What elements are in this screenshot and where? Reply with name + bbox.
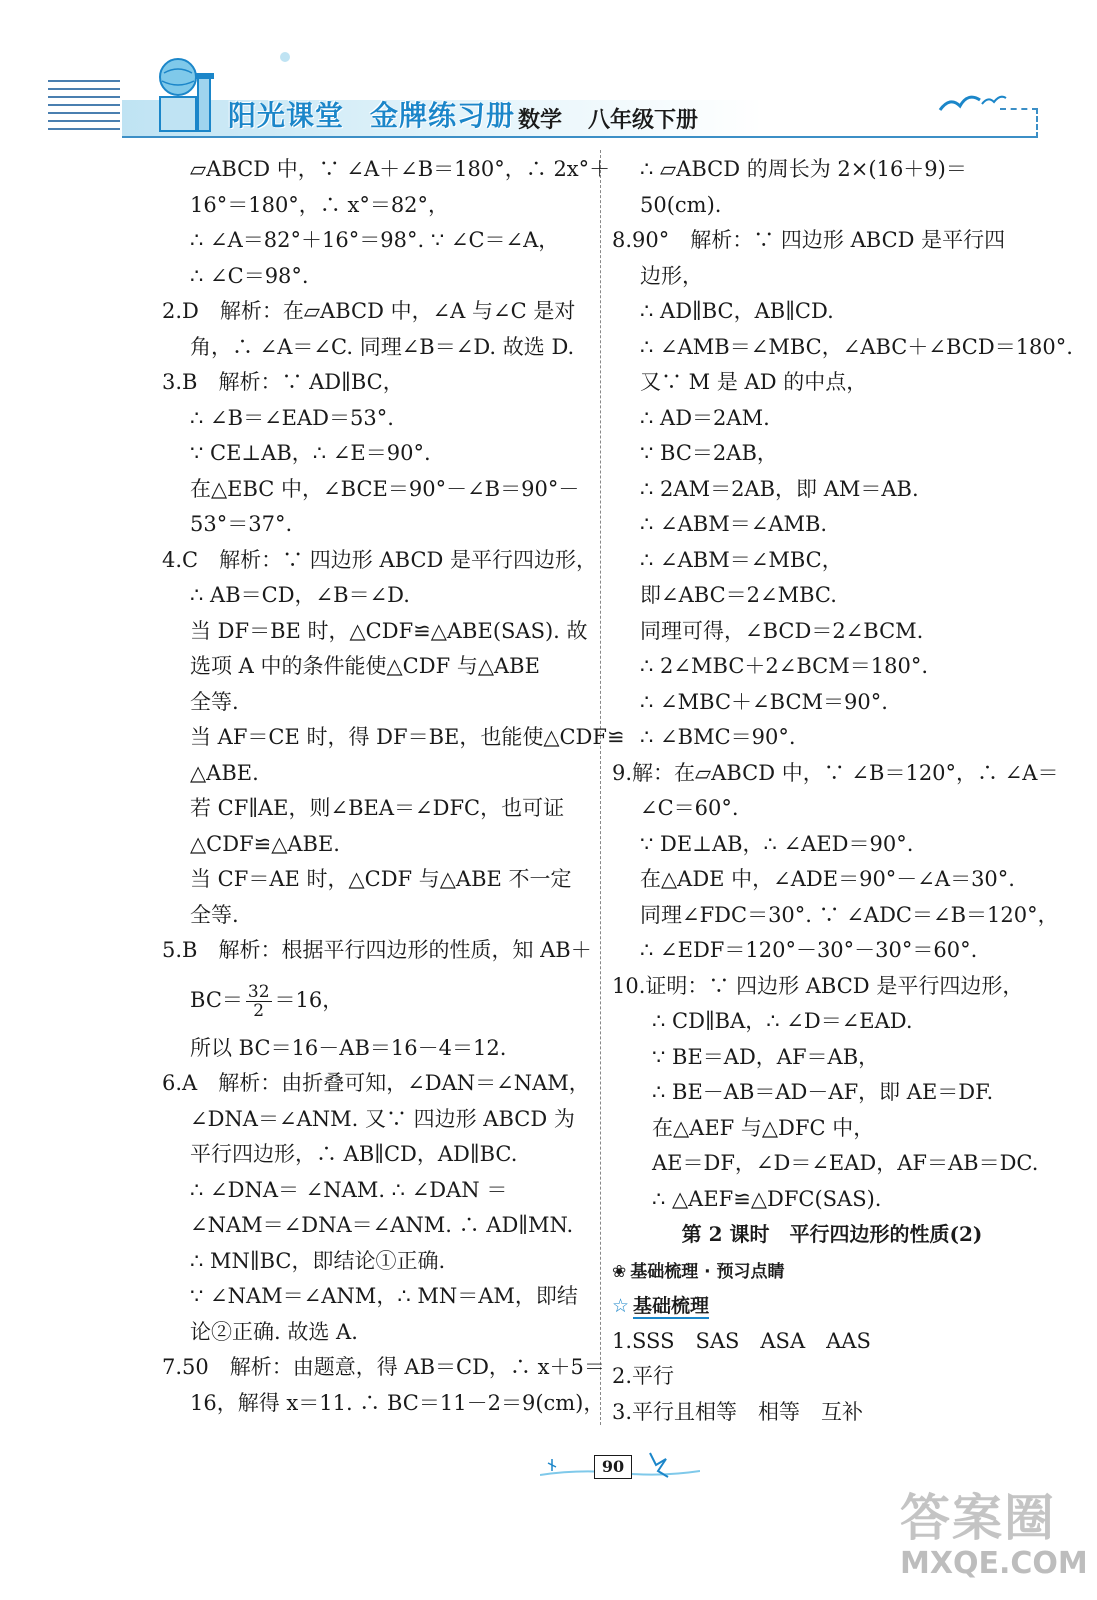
solution-line: ∠C＝60°.: [640, 796, 739, 820]
solution-line: ∴ 2AM＝2AB，即 AM＝AB.: [640, 476, 919, 501]
solution-line: ∴ MN∥BC，即结论①正确.: [190, 1248, 446, 1273]
solution-line: 角，∴ ∠A＝∠C. 同理∠B＝∠D. 故选 D.: [190, 334, 575, 359]
solution-line: 当 AF＝CE 时，得 DF＝BE，也能使△CDF≌: [190, 725, 625, 749]
left-column: [162, 152, 625, 1421]
solution-line: △CDF≌△ABE.: [190, 831, 340, 856]
solution-line: 在△ADE 中，∠ADE＝90°－∠A＝30°.: [640, 867, 1015, 891]
solution-line: ∵ BC＝2AB，: [640, 441, 778, 465]
solution-line: 同理∠FDC＝30°. ∵ ∠ADC＝∠B＝120°，: [640, 902, 1059, 927]
section-tag-line: [612, 1253, 1042, 1289]
solution-line: 53°＝37°.: [190, 512, 293, 536]
solution-line: ∴ ▱ABCD 的周长为 2×(16＋9)＝: [640, 157, 967, 181]
solution-line: 16°＝180°，∴ x°＝82°，: [190, 192, 450, 217]
solution-line: ∴ △AEF≌△DFC(SAS).: [652, 1186, 882, 1211]
solution-line: ∴ ∠B＝∠EAD＝53°.: [190, 405, 394, 430]
section-subtag-text: 基础梳理: [633, 1295, 710, 1317]
right-column: [612, 152, 1073, 1430]
solution-line: 5.B 解析：根据平行四边形的性质，知 AB＋: [162, 938, 592, 962]
solution-line: 当 CF＝AE 时，△CDF 与△ABE 不一定: [190, 867, 572, 891]
solution-line: 在△AEF 与△DFC 中，: [652, 1115, 875, 1140]
solution-line: ∴ ∠C＝98°.: [190, 263, 309, 288]
brand-title: [228, 94, 541, 134]
subject-grade: [518, 103, 724, 134]
solution-line: ▱ABCD 中，∵ ∠A＋∠B＝180°，∴ 2x°＋: [190, 157, 611, 181]
solution-line: ∴ AD∥BC，AB∥CD.: [640, 299, 834, 323]
answer-line: 1.SSS SAS ASA AAS: [612, 1328, 871, 1353]
star-icon: ☆: [612, 1295, 630, 1317]
solution-line: ∴ AD＝2AM.: [640, 405, 770, 430]
solution-line: 论②正确. 故选 A.: [190, 1319, 358, 1344]
watermark-line2: MXQE.COM: [900, 1546, 1088, 1581]
solution-line: 当 DF＝BE 时，△CDF≌△ABE(SAS). 故: [190, 618, 588, 643]
solution-line: 3.B 解析：∵ AD∥BC，: [162, 370, 404, 394]
brand-part2: 金牌练习册: [370, 99, 516, 132]
fraction-numerator: 32: [247, 981, 270, 1002]
solution-line: 4.C 解析：∵ 四边形 ABCD 是平行四边形，: [162, 547, 598, 572]
solution-line: 9.解：在▱ABCD 中，∵ ∠B＝120°，∴ ∠A＝: [612, 760, 1059, 785]
section-title: 第 2 课时 平行四边形的性质(2): [681, 1222, 983, 1246]
fraction-prefix: BC＝: [190, 987, 243, 1012]
fraction-line: [162, 969, 594, 1031]
page-header: [0, 0, 1097, 150]
fraction-denominator: 2: [253, 1000, 265, 1021]
answer-line: 3.平行且相等 相等 互补: [612, 1399, 864, 1424]
solution-line: ∴ ∠BMC＝90°.: [640, 725, 796, 749]
solution-line: ∴ BE－AB＝AD－AF，即 AE＝DF.: [652, 1080, 994, 1104]
solution-line: ∴ AB＝CD，∠B＝∠D.: [190, 583, 410, 607]
solution-line: ∴ ∠AMB＝∠MBC，∠ABC＋∠BCD＝180°.: [640, 334, 1073, 359]
solution-line: ∵ ∠NAM＝∠ANM，∴ MN＝AM，即结: [190, 1284, 578, 1308]
solution-line: ∠DNA＝∠ANM. 又∵ 四边形 ABCD 为: [190, 1106, 575, 1131]
flower-icon: ❀: [612, 1261, 627, 1282]
seagulls-icon: [930, 82, 1030, 122]
solution-line: 全等.: [190, 902, 239, 927]
brand-part1: 阳光课堂: [228, 99, 345, 132]
solution-line: ∴ ∠ABM＝∠MBC，: [640, 547, 843, 572]
solution-line: 10.证明：∵ 四边形 ABCD 是平行四边形，: [612, 973, 1024, 998]
solution-line: ∴ ∠DNA＝ ∠NAM. ∴ ∠DAN ＝: [190, 1177, 508, 1202]
solution-line: 所以 BC＝16－AB＝16－4＝12.: [190, 1035, 507, 1060]
section-tag: [612, 1262, 785, 1282]
solution-line: 又∵ M 是 AD 的中点，: [640, 370, 868, 394]
fraction-suffix: ＝16，: [274, 987, 344, 1012]
solution-line: ∵ CE⊥AB，∴ ∠E＝90°.: [190, 441, 431, 465]
subtag-line: [612, 1288, 1042, 1324]
grade-label: 八年级下册: [588, 108, 699, 133]
subject-label: 数学: [518, 108, 563, 133]
solution-line: ∴ CD∥BA，∴ ∠D＝∠EAD.: [652, 1009, 913, 1033]
solution-line: 边形，: [640, 263, 703, 288]
globe-logo-icon: [150, 55, 220, 135]
solution-line: 平行四边形，∴ AB∥CD，AD∥BC.: [190, 1142, 518, 1166]
solution-line: ∴ ∠A＝82°＋16°＝98°. ∵ ∠C＝∠A，: [190, 228, 560, 252]
solution-line: ∠NAM＝∠DNA＝∠ANM. ∴ AD∥MN.: [190, 1213, 574, 1237]
solution-line: 50(cm).: [640, 192, 722, 217]
solution-line: 全等.: [190, 689, 239, 714]
solution-line: 2.D 解析：在▱ABCD 中，∠A 与∠C 是对: [162, 299, 576, 323]
solution-line: 16，解得 x＝11. ∴ BC＝11－2＝9(cm)，: [190, 1390, 605, 1415]
solution-line: 在△EBC 中，∠BCE＝90°－∠B＝90°－: [190, 476, 580, 501]
page-number: 90: [594, 1455, 632, 1479]
solution-line: ∴ ∠EDF＝120°－30°－30°＝60°.: [640, 938, 978, 962]
solution-line: 若 CF∥AE，则∠BEA＝∠DFC，也可证: [190, 796, 565, 820]
solution-line: 即∠ABC＝2∠MBC.: [640, 583, 837, 607]
header-stripes: [48, 80, 120, 134]
solution-line: ∴ 2∠MBC＋2∠BCM＝180°.: [640, 654, 928, 678]
solution-line: 同理可得，∠BCD＝2∠BCM.: [640, 618, 924, 643]
solution-line: ∵ BE＝AD，AF＝AB，: [652, 1044, 880, 1069]
fraction: [246, 983, 272, 1020]
column-divider: [600, 150, 601, 1425]
solution-line: 8.90° 解析：∵ 四边形 ABCD 是平行四: [612, 228, 1006, 252]
solution-line: ∴ ∠ABM＝∠AMB.: [640, 512, 828, 536]
section-subtag: [612, 1295, 709, 1317]
watermark-line1: 答案圈: [900, 1489, 1056, 1547]
solution-line: 7.50 解析：由题意，得 AB＝CD，∴ x＋5＝: [162, 1355, 605, 1379]
solution-line: ∵ DE⊥AB，∴ ∠AED＝90°.: [640, 831, 914, 856]
watermark: [900, 1489, 1088, 1590]
solution-line: 选项 A 中的条件能使△CDF 与△ABE: [190, 654, 540, 678]
solution-line: AE＝DF，∠D＝∠EAD，AF＝AB＝DC.: [652, 1151, 1039, 1175]
bubble-decoration: [280, 52, 290, 62]
section-tag-text: 基础梳理 · 预习点睛: [630, 1261, 785, 1282]
answer-line: 2.平行: [612, 1364, 675, 1388]
solution-line: △ABE.: [190, 760, 259, 785]
solution-line: ∴ ∠MBC＋∠BCM＝90°.: [640, 689, 888, 714]
solution-line: 6.A 解析：由折叠可知，∠DAN＝∠NAM，: [162, 1071, 590, 1095]
